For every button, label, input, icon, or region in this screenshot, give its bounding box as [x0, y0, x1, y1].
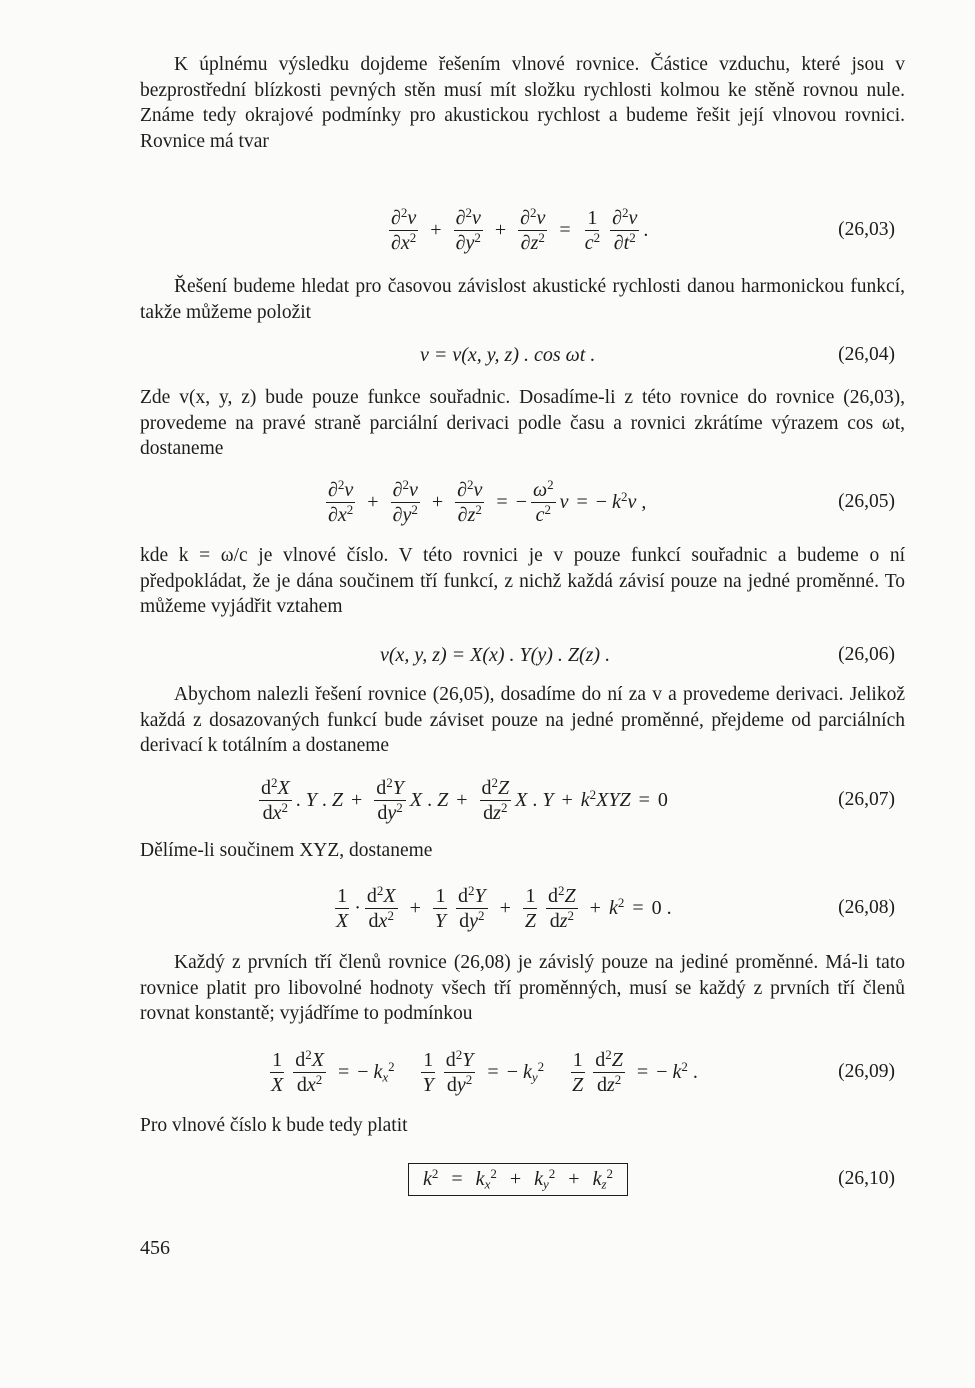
equation-number: (26,09) [838, 1061, 895, 1082]
equation-26-03: $\frac{\partial^2v}{\partial x^2}$ + $\frac{\partial^2v}{\partial y^2}$ + $\frac{\partial^2v}{\partial z^2}$ = $\frac{1}{c^2}$ $\frac{\partial^2v}{\partial t^2}$ . (26,03) [391, 204, 895, 254]
equation-number: (26,04) [838, 344, 895, 365]
equation-number: (26,05) [838, 491, 895, 512]
equation-26-09: $\frac{1}{X}$ $\frac{d^2X}{dx^2}$ = − $k_x^2$ $\frac{1}{Y}$ $\frac{d^2Y}{dy^2}$ = − $k_y^2$ $\frac{1}{Z}$ $\frac{d^2Z}{dz^2}$ = − $k^2$ . (26,09) [271, 1046, 895, 1096]
paragraph-harmonic: Řešení budeme hledat pro časovou závislost akustické rychlosti danou harmonickou funkcí, takže můžeme položit [140, 276, 905, 323]
paragraph-wave-number: Pro vlnové číslo k bude tedy platit [140, 1115, 408, 1136]
equation-number: (26,10) [838, 1168, 895, 1189]
paragraph-separation: kde k = ω/c je vlnové číslo. V této rovnici je v pouze funkcí souřadnic a budeme o ní předpokládat, že je dána součinem tří funkcí, z nichž každá závisí pouze na jedné proměnné. To můžeme vyjádřit vztahem [140, 545, 905, 617]
equation-26-10 [140, 1152, 905, 1206]
boxed-result: $k^2 = k_x^2 + k_y^2 + k_z^2$ [408, 1163, 628, 1196]
paragraph-substitution: Zde v(x, y, z) bude pouze funkce souřadnic. Dosadíme-li z této rovnice do rovnice (26,03), provedeme na pravé straně parciální derivaci podle času a rovnici zkrátíme výrazem cos ωt, dostaneme [140, 387, 905, 459]
equation-26-08: $\frac{1}{X}$ · $\frac{d^2X}{dx^2}$ + $\frac{1}{Y}$ $\frac{d^2Y}{dy^2}$ + $\frac{1}{Z}$ $\frac{d^2Z}{dz^2}$ + $k^2$ = 0 . (26,08) [336, 882, 895, 932]
equation-number: (26,07) [838, 789, 895, 810]
paragraph-constants: Každý z prvních tří členů rovnice (26,08) je závislý pouze na jediné proměnné. Má-li tato rovnice platit pro libovolné hodnoty všech tří proměnných, musí se každý z prvních tří členů rovnat konstantě; vyjádříme to podmínkou [140, 952, 905, 1024]
equation-26-06: v(x, y, z) = X(x) . Y(y) . Z(z) . (26,06) [380, 643, 895, 666]
equation-26-04: v = v(x, y, z) . cos ωt . (26,04) [420, 343, 895, 366]
paragraph-division: Dělíme-li součinem XYZ, dostaneme [140, 840, 433, 861]
equation-26-07: $\frac{d^2X}{dx^2}$ . Y . Z + $\frac{d^2Y}{dy^2}$ X . Z + $\frac{d^2Z}{dz^2}$ X . Y + $k^2XYZ$ = 0 (26,07) [261, 774, 895, 824]
page-number: 456 [140, 1237, 170, 1259]
equation-26-05: $\frac{\partial^2v}{\partial x^2}$ + $\frac{\partial^2v}{\partial y^2}$ + $\frac{\partial^2v}{\partial z^2}$ = − $\frac{\omega^2}{c^2}$ v = − $k^2v$ , (26,05) [328, 476, 895, 526]
equation-number: (26,08) [838, 897, 895, 918]
equation-number: (26,03) [838, 219, 895, 240]
paragraph-intro: K úplnému výsledku dojdeme řešením vlnové rovnice. Částice vzduchu, které jsou v bezprostřední blízkosti pevných stěn musí mít složku rychlosti kolmou ke stěně rovnou nule. Známe tedy okrajové podmínky pro akustickou rychlost a budeme řešit její vlnovou rovnici. Rovnice má tvar [140, 54, 905, 152]
paragraph-derivation: Abychom nalezli řešení rovnice (26,05), dosadíme do ní za v a provedeme derivaci. Jelikož každá z dosazovaných funkcí bude záviset pouze na jedné proměnné, přejdeme od parciálních derivací k totálním a dostaneme [140, 684, 905, 756]
equation-number: (26,06) [838, 644, 895, 665]
